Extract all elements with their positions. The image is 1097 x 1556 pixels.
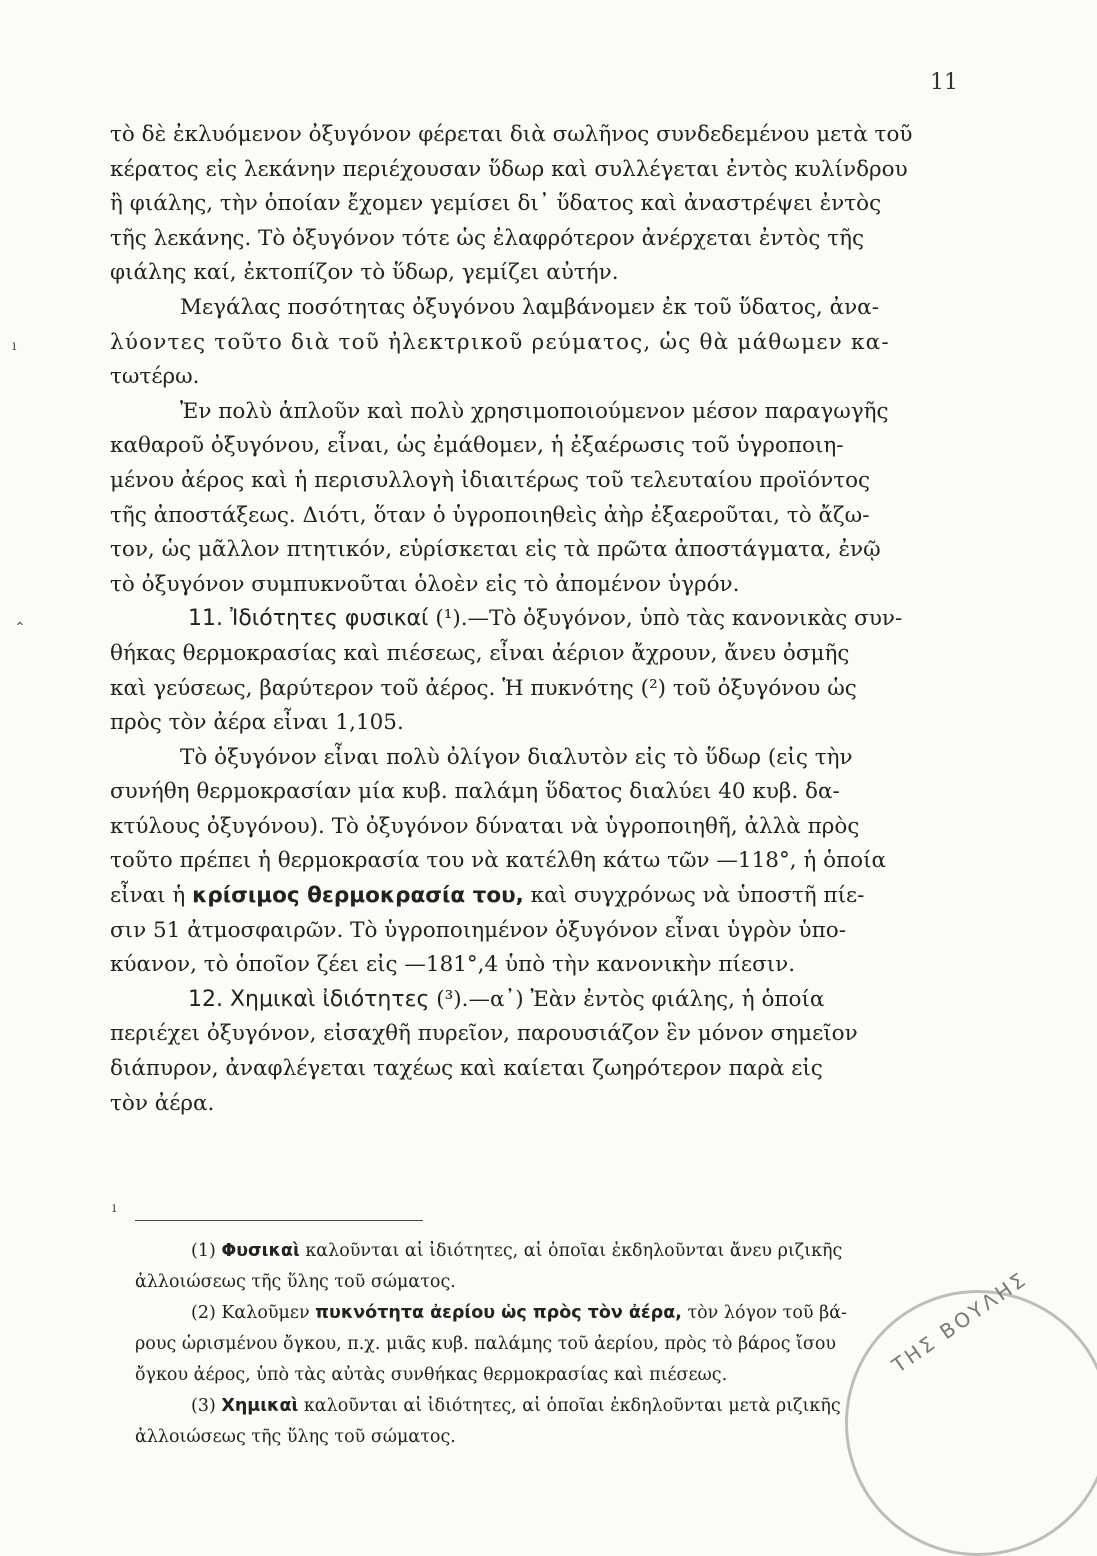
footnote-3-number: (3): [191, 1396, 222, 1416]
footnote-1-number: (1): [191, 1241, 222, 1261]
footnote-1: [135, 1236, 1015, 1267]
critical-after: καὶ συγχρόνως νὰ ὑποστῆ πίε-: [523, 883, 865, 909]
text-line: σιν 51 ἀτμοσφαιρῶν. Τὸ ὑγροποιημένον ὀξυγόνον εἶναι ὑγρὸν ὑπο-: [110, 917, 846, 943]
paragraph-group-3: [110, 914, 990, 983]
section-12-text: α᾽) Ἐὰν ἐντὸς φιάλης, ἡ ὁποία: [489, 986, 825, 1012]
critical-bold-term: κρίσιμος θερμοκρασία του,: [192, 883, 524, 909]
footnote-2-continuation-2: ὄγκου ἀέρος, ὑπὸ τὰς αὐτὰς συνθήκας θερμοκρασίας καὶ πιέσεως.: [135, 1365, 728, 1385]
text-line: περιέχει ὀξυγόνον, εἰσαχθῆ πυρεῖον, παρουσιάζον ἓν μόνον σημεῖον: [110, 1021, 858, 1047]
footnote-1-term: Φυσικαὶ: [221, 1241, 300, 1261]
section-11-heading-line: [110, 602, 990, 637]
text-line: διάπυρον, ἀναφλέγεται ταχέως καὶ καίεται ζωηρότερον παρὰ εἰς: [110, 1056, 823, 1082]
page-number: 11: [930, 70, 958, 95]
footnote-2-continuation-1: ρους ὡρισμένου ὄγκου, π.χ. μιᾶς κυβ. παλάμης τοῦ ἀερίου, πρὸς τὸ βάρος ἴσου: [135, 1334, 837, 1354]
section-11-ref: (¹).—: [428, 606, 490, 632]
footnote-1-text: καλοῦνται αἱ ἰδιότητες, αἱ ὁποῖαι ἐκδηλοῦνται ἄνευ ριζικῆς: [299, 1241, 843, 1261]
paragraph-group-2: [110, 637, 990, 879]
footnote-1-continuation: ἀλλοιώσεως τῆς ὕλης τοῦ σώματος.: [135, 1272, 456, 1292]
library-stamp: [845, 1290, 1097, 1556]
text-line: κέρατος εἰς λεκάνην περιέχουσαν ὕδωρ καὶ συλλέγεται ἐντὸς κυλίνδρου: [110, 156, 908, 182]
footnote-divider: [135, 1220, 423, 1221]
text-line: τὸ δὲ ἐκλυόμενον ὀξυγόνον φέρεται διὰ σωλῆνος συνδεδεμένου μετὰ τοῦ: [110, 122, 913, 147]
body-text: [110, 118, 990, 1121]
footnote-3-continuation: ἀλλοιώσεως τῆς ὕλης τοῦ σώματος.: [135, 1427, 456, 1447]
footnote-2-number: (2): [191, 1303, 222, 1323]
text-line: Ἐν πολὺ ἁπλοῦν καὶ πολὺ χρησιμοποιούμενον μέσον παραγωγῆς: [180, 398, 889, 424]
text-line: καὶ γεύσεως, βαρύτερον τοῦ ἀέρος. Ἡ πυκνότης (²) τοῦ ὀξυγόνου ὡς: [110, 675, 857, 701]
text-line: συνήθη θερμοκρασίαν μία κυβ. παλάμη ὕδατος διαλύει 40 κυβ. δα-: [110, 779, 840, 805]
text-line: τῆς ἀποστάξεως. Διότι, ὅταν ὁ ὑγροποιηθεὶς ἀὴρ ἐξαεροῦται, τὸ ἄζω-: [110, 502, 870, 528]
text-line: τον, ὡς μᾶλλον πτητικόν, εὑρίσκεται εἰς τὰ πρῶτα ἀποστάγματα, ἐνῷ: [110, 537, 881, 563]
footnote-3-text: καλοῦνται αἱ ἰδιότητες, αἱ ὁποῖαι ἐκδηλοῦνται μετὰ ριζικῆς: [298, 1396, 841, 1416]
text-line: ἢ φιάλης, τὴν ὁποίαν ἔχομεν γεμίσει δι᾽ ὕδατος καὶ ἀναστρέψει ἐντὸς: [110, 191, 882, 217]
footnote-2-term: πυκνότητα ἀερίου ὡς πρὸς τὸν ἀέρα,: [315, 1303, 682, 1323]
text-line: τῆς λεκάνης. Τὸ ὀξυγόνον τότε ὡς ἐλαφρότερον ἀνέρχεται ἐντὸς τῆς: [110, 225, 865, 251]
section-11-text: Τὸ ὀξυγόνον, ὑπὸ τὰς κανονικὰς συν-: [489, 606, 903, 632]
margin-mark: ı: [12, 338, 17, 354]
margin-mark: ⌃: [14, 620, 26, 636]
text-line: τὸν ἀέρα.: [110, 1090, 215, 1116]
footnote-2-lead: Καλοῦμεν: [221, 1303, 316, 1323]
footnote-2: [135, 1298, 1015, 1329]
section-12-heading-line: [110, 983, 990, 1018]
text-line: Μεγάλας ποσότητας ὀξυγόνου λαμβάνομεν ἐκ τοῦ ὕδατος, ἀνα-: [180, 294, 879, 320]
section-11-heading: 11. Ἰδιότητες φυσικαί: [188, 606, 429, 632]
section-12-ref: (³).—: [429, 986, 490, 1012]
critical-before: εἶναι ἡ: [110, 883, 193, 909]
text-line: θήκας θερμοκρασίας καὶ πιέσεως, εἶναι ἀέριον ἄχρουν, ἄνευ ὀσμῆς: [110, 640, 850, 666]
library-stamp-text: ΤΗΣ ΒΟΥΛΗΣ: [887, 1266, 1032, 1378]
text-line: τωτέρω.: [110, 364, 200, 390]
text-line: πρὸς τὸν ἀέρα εἶναι 1,105.: [110, 710, 404, 736]
text-line: Τὸ ὀξυγόνον εἶναι πολὺ ὀλίγον διαλυτὸν εἰς τὸ ὕδωρ (εἰς τὴν: [180, 744, 853, 770]
section-12-heading: 12. Χημικαὶ ἰδιότητες: [188, 986, 430, 1012]
paragraph-group-4: [110, 1017, 990, 1121]
footnote-2-text: τὸν λόγον τοῦ βά-: [681, 1303, 847, 1323]
text-line: μένου ἀέρος καὶ ἡ περισυλλογὴ ἰδιαιτέρως τοῦ τελευταίου προϊόντος: [110, 467, 871, 493]
paragraph-group-1: [110, 118, 990, 602]
text-line: τὸ ὀξυγόνον συμπυκνοῦται ὁλοὲν εἰς τὸ ἀπομένον ὑγρόν.: [110, 571, 740, 597]
text-line: λύοντες τοῦτο διὰ τοῦ ἠλεκτρικοῦ ρεύματος, ὡς θὰ μάθωμεν κα-: [110, 329, 890, 355]
text-line: φιάλης καί, ἐκτοπίζον τὸ ὕδωρ, γεμίζει αὐτήν.: [110, 260, 619, 286]
margin-mark: ı: [112, 1200, 117, 1216]
text-line: κύανον, τὸ ὁποῖον ζέει εἰς —181°,4 ὑπὸ τὴν κανονικὴν πίεσιν.: [110, 952, 796, 978]
footnote-3-term: Χημικαὶ: [221, 1396, 299, 1416]
critical-temperature-line: [110, 879, 990, 914]
text-line: καθαροῦ ὀξυγόνου, εἶναι, ὡς ἐμάθομεν, ἡ ἐξαέρωσις τοῦ ὑγροποιη-: [110, 433, 844, 459]
text-line: τοῦτο πρέπει ἡ θερμοκρασία του νὰ κατέλθη κάτω τῶν —118°, ἡ ὁποία: [110, 848, 887, 874]
text-line: κτύλους ὀξυγόνου). Τὸ ὀξυγόνον δύναται νὰ ὑγροποιηθῆ, ἀλλὰ πρὸς: [110, 813, 860, 839]
